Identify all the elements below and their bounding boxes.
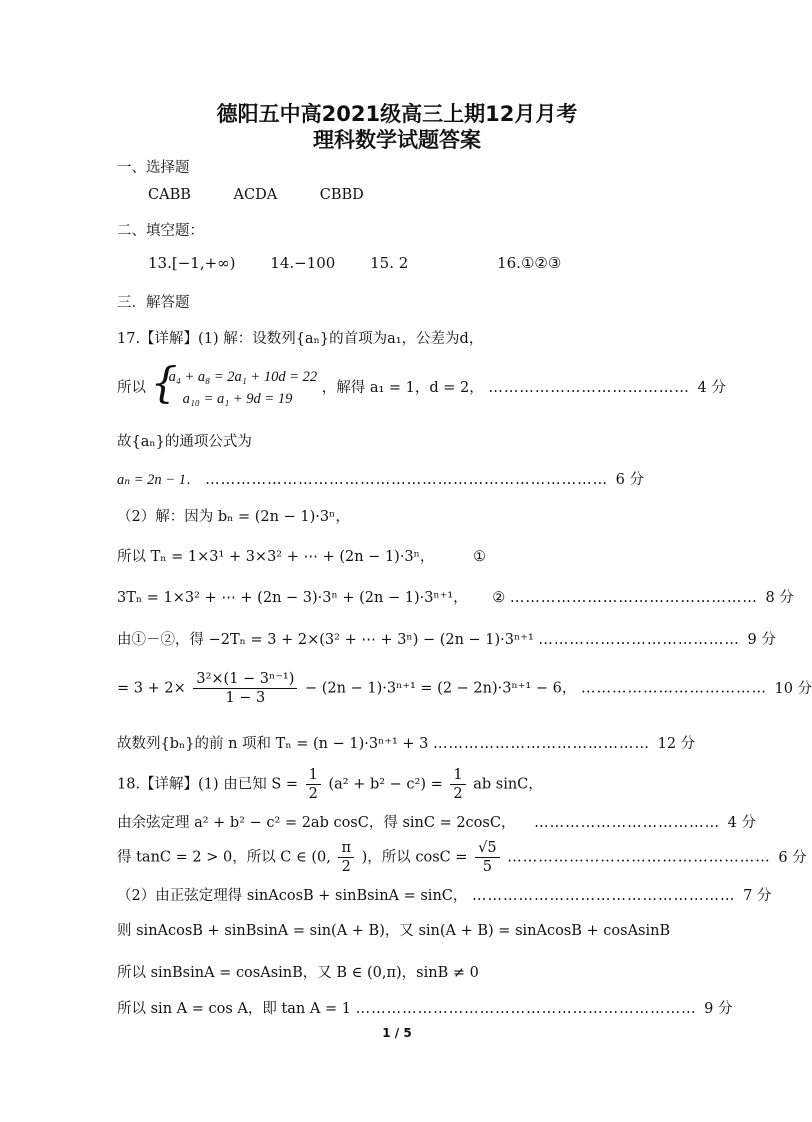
q17-sum-result: − (2n − 1)·3ⁿ⁺¹ = (2 − 2n)·3ⁿ⁺¹ − 6， xyxy=(305,680,577,697)
fraction-numerator: π xyxy=(338,839,354,858)
fill-answer-14: 14.−100 xyxy=(270,254,336,272)
q18-tan-c: 得 tanC = 2 > 0，所以 C ∈ (0, xyxy=(117,849,331,866)
fill-answer-16: 16.①②③ xyxy=(497,254,562,272)
q18-line-7 xyxy=(117,997,733,1018)
section-heading-choice: 一、选择题 xyxy=(117,160,190,176)
q18-area-suffix: ab sinC， xyxy=(473,776,543,793)
q18-line-4 xyxy=(117,884,771,905)
q18-line-2 xyxy=(117,811,756,832)
equation-mark-2: ② xyxy=(492,590,506,606)
fraction-numerator: √5 xyxy=(475,839,499,858)
q18-cos-c: )，所以 cosC = xyxy=(361,849,468,866)
q18-intro: 18.【详解】(1) 由已知 S = xyxy=(117,776,299,793)
equation-mark-1: ① xyxy=(473,549,487,565)
q17-line-6 xyxy=(117,545,486,566)
q17-subtraction: 由①－②，得 −2Tₙ = 3 + 2×(3² + ⋯ + 3ⁿ) − (2n − 1)·3ⁿ⁺¹ xyxy=(117,632,534,648)
q17-sum-2: 3Tₙ = 1×3² + ⋯ + (2n − 3)·3ⁿ + (2n − 1)·3ⁿ⁺¹， xyxy=(117,590,468,606)
q18-half-fraction-2 xyxy=(450,766,465,803)
q17-sum-prefix: = 3 + 2× xyxy=(117,680,186,697)
leader-dots: ……………………………… xyxy=(580,680,767,697)
q17-eq-2: a₁₀ = a₁ + 9d = 19 xyxy=(182,391,293,407)
choice-group-3: CBBD xyxy=(319,187,364,203)
score-marker: 4 分 xyxy=(727,815,757,831)
q17-line-1: 17.【详解】(1) 解：设数列{aₙ}的首项为a₁，公差为d， xyxy=(117,331,484,347)
fill-answer-13: 13.[−1,+∞) xyxy=(148,254,236,272)
q18-sine-law: （2）由正弦定理得 sinAcosB + sinBsinA = sinC， xyxy=(117,888,468,904)
q18-line-1 xyxy=(117,766,543,803)
q17-general-term: aₙ = 2n − 1． xyxy=(117,472,201,488)
score-marker: 7 分 xyxy=(743,888,772,904)
section-heading-fill: 二、填空题： xyxy=(117,223,204,239)
q17-sum-1: 所以 Tₙ = 1×3¹ + 3×3² + ⋯ + (2n − 1)·3ⁿ， xyxy=(117,549,435,565)
leader-dots: ……………………………… xyxy=(534,815,721,831)
q18-line-3 xyxy=(117,839,807,876)
leader-dots: …………………………………………………………………… xyxy=(205,472,609,488)
q17-conclusion: 故数列{bₙ}的前 n 项和 Tₙ = (n − 1)·3ⁿ⁺¹ + 3 xyxy=(117,736,429,752)
fill-answers xyxy=(148,254,561,272)
page-number: 1 / 5 xyxy=(382,1026,412,1040)
q17-line-3: 故{aₙ}的通项公式为 xyxy=(117,434,252,450)
q18-root5-over-5 xyxy=(475,839,499,876)
fraction-numerator: 1 xyxy=(450,766,465,785)
q18-line-5: 则 sinAcosB + sinBsinA = sin(A + B)，又 sin(A + B) = sinAcosB + cosAsinB xyxy=(117,923,671,939)
page-subtitle: 理科数学试题答案 xyxy=(313,128,481,152)
q17-line-7 xyxy=(117,586,794,607)
score-marker: 4 分 xyxy=(697,380,726,396)
leader-dots: ………………………………………………………… xyxy=(355,1001,697,1017)
q17-fraction xyxy=(193,670,297,707)
fraction-denominator: 1 − 3 xyxy=(225,690,266,706)
q18-pi-half xyxy=(338,839,354,876)
leader-dots: …………………………………………… xyxy=(507,849,771,866)
q17-solution: ，解得 a₁ = 1，d = 2， xyxy=(321,380,484,396)
q18-area-mid: (a² + b² − c²) = xyxy=(328,776,443,793)
section-heading-solve: 三．解答题 xyxy=(117,295,190,311)
q17-line-8 xyxy=(117,628,776,649)
q18-line-6: 所以 sinBsinA = cosAsinB，又 B ∈ (0,π)，sinB ≠ 0 xyxy=(117,965,479,981)
score-marker: 12 分 xyxy=(657,736,696,752)
page-title: 德阳五中高2021级高三上期12月月考 xyxy=(216,102,578,126)
fraction-denominator: 5 xyxy=(482,859,492,875)
q18-tan-a: 所以 sin A = cos A，即 tan A = 1 xyxy=(117,1001,351,1017)
q17-eq-1: a₄ + a₈ = 2a₁ + 10d = 22 xyxy=(168,369,318,385)
q17-line-9 xyxy=(117,670,812,707)
q17-line-2 xyxy=(117,358,726,410)
choice-group-1: CABB xyxy=(148,187,191,203)
fraction-denominator: 2 xyxy=(453,786,463,802)
fraction-denominator: 2 xyxy=(308,786,318,802)
q17-line-10 xyxy=(117,732,695,753)
fraction-numerator: 1 xyxy=(306,766,321,785)
fraction-denominator: 2 xyxy=(341,859,351,875)
choice-group-2: ACDA xyxy=(233,187,278,203)
leader-dots: …………………………………………… xyxy=(472,888,736,904)
q17-line-4 xyxy=(117,468,644,489)
score-marker: 8 分 xyxy=(765,590,794,606)
q17-line-5: （2）解：因为 bₙ = (2n − 1)·3ⁿ， xyxy=(117,509,350,525)
q18-cosine-law: 由余弦定理 a² + b² − c² = 2ab cosC，得 sinC = 2cosC， xyxy=(117,815,516,831)
score-marker: 9 分 xyxy=(747,632,776,648)
left-brace-icon: { xyxy=(150,358,178,407)
score-marker: 9 分 xyxy=(704,1001,733,1017)
q17-so-label: 所以 xyxy=(117,380,146,396)
fill-answer-15: 15. 2 xyxy=(370,254,409,272)
fraction-numerator: 3²×(1 − 3ⁿ⁻¹) xyxy=(193,670,297,689)
q17-equation-system xyxy=(150,358,318,410)
score-marker: 10 分 xyxy=(774,680,812,697)
leader-dots: …………………………………… xyxy=(433,736,651,752)
leader-dots: ………………………………… xyxy=(538,632,740,648)
leader-dots: ………………………………………… xyxy=(509,590,758,606)
score-marker: 6 分 xyxy=(615,472,645,488)
q18-half-fraction-1 xyxy=(306,766,321,803)
score-marker: 6 分 xyxy=(778,849,807,866)
choice-answers xyxy=(148,187,364,203)
leader-dots: ………………………………… xyxy=(488,380,690,396)
